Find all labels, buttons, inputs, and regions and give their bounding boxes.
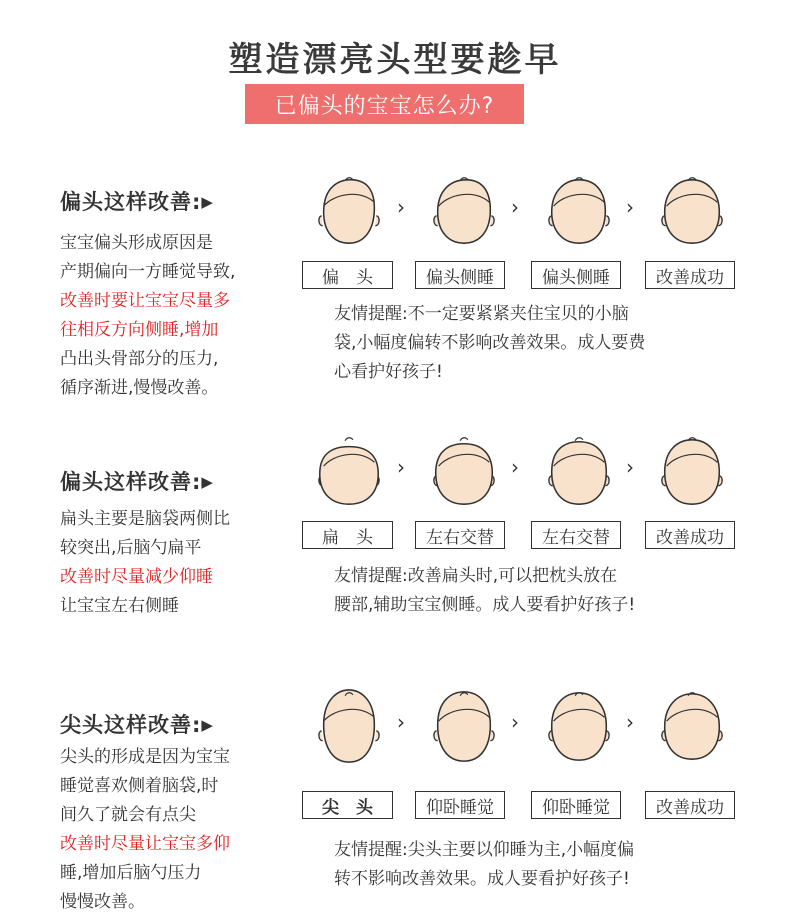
step-label: 改善成功 xyxy=(645,261,735,289)
step-label: 扁 头 xyxy=(302,521,393,549)
chevron-right-icon: › xyxy=(511,710,519,734)
description-line: 慢慢改善。 xyxy=(60,892,145,912)
subtitle-banner: 已偏头的宝宝怎么办? xyxy=(245,84,524,124)
highlight-text-line: 改善时尽量让宝宝多仰 xyxy=(60,834,230,854)
tip-line: 友情提醒:尖头主要以仰睡为主,小幅度偏 xyxy=(334,840,635,860)
tip-text xyxy=(334,836,634,894)
baby-head-icon xyxy=(540,173,618,251)
tip-text xyxy=(334,562,635,620)
step-label: 改善成功 xyxy=(645,521,735,549)
description-line: 尖头的形成是因为宝宝 xyxy=(60,747,230,767)
baby-head-icon xyxy=(310,688,388,766)
description-line: 产期偏向一方睡觉导致, xyxy=(60,262,236,282)
step-label: 左右交替 xyxy=(415,521,505,549)
highlight-text-line: 往相反方向侧睡,增加 xyxy=(60,320,219,340)
section-title-text: 尖头这样改善: xyxy=(60,713,202,737)
page-title: 塑造漂亮头型要趁早 xyxy=(228,40,562,80)
baby-head-icon xyxy=(310,433,388,511)
chevron-right-icon: › xyxy=(397,455,405,479)
play-arrow-icon: ▶ xyxy=(201,193,214,211)
play-arrow-icon: ▶ xyxy=(201,716,214,734)
tip-line: 袋,小幅度偏转不影响改善效果。成人要费 xyxy=(334,333,646,353)
chevron-right-icon: › xyxy=(397,195,405,219)
description-line: 睡,增加后脑勺压力 xyxy=(60,863,202,883)
section-description xyxy=(60,743,230,917)
description-line: 循序渐进,慢慢改善。 xyxy=(60,378,219,398)
section-title-text: 偏头这样改善: xyxy=(60,190,202,214)
baby-head-icon xyxy=(653,173,731,251)
tip-line: 友情提醒:改善扁头时,可以把枕头放在 xyxy=(334,566,618,586)
tip-line: 友情提醒:不一定要紧紧夹住宝贝的小脑 xyxy=(334,304,629,324)
tip-line: 心看护好孩子! xyxy=(334,362,443,382)
step-label: 左右交替 xyxy=(531,521,621,549)
section-description xyxy=(60,229,235,403)
chevron-right-icon: › xyxy=(626,455,634,479)
section-title xyxy=(60,709,214,739)
step-label: 仰卧睡觉 xyxy=(415,791,505,819)
description-line: 宝宝偏头形成原因是 xyxy=(60,233,213,253)
description-line: 较突出,后脑勺扁平 xyxy=(60,538,202,558)
chevron-right-icon: › xyxy=(511,455,519,479)
step-label: 偏头侧睡 xyxy=(531,261,621,289)
chevron-right-icon: › xyxy=(397,710,405,734)
tip-line: 转不影响改善效果。成人要看护好孩子! xyxy=(334,869,630,889)
description-line: 让宝宝左右侧睡 xyxy=(60,596,179,616)
step-label: 仰卧睡觉 xyxy=(531,791,621,819)
chevron-right-icon: › xyxy=(626,710,634,734)
tip-text xyxy=(334,300,645,387)
description-line: 间久了就会有点尖 xyxy=(60,805,196,825)
section-title xyxy=(60,466,214,496)
baby-head-icon xyxy=(425,173,503,251)
step-label: 偏 头 xyxy=(302,261,393,289)
tip-line: 腰部,辅助宝宝侧睡。成人要看护好孩子! xyxy=(334,595,636,615)
description-line: 睡觉喜欢侧着脑袋,时 xyxy=(60,776,219,796)
description-line: 凸出头骨部分的压力, xyxy=(60,349,219,369)
section-title-text: 偏头这样改善: xyxy=(60,470,202,494)
description-line: 扁头主要是脑袋两侧比 xyxy=(60,509,230,529)
baby-head-icon xyxy=(653,433,731,511)
step-label: 尖 头 xyxy=(302,791,393,819)
baby-head-icon xyxy=(540,688,618,766)
baby-head-icon xyxy=(425,433,503,511)
section-title xyxy=(60,186,214,216)
section-description xyxy=(60,505,230,621)
play-arrow-icon: ▶ xyxy=(201,473,214,491)
baby-head-icon xyxy=(540,433,618,511)
baby-head-icon xyxy=(653,688,731,766)
chevron-right-icon: › xyxy=(511,195,519,219)
chevron-right-icon: › xyxy=(626,195,634,219)
step-label: 改善成功 xyxy=(645,791,735,819)
highlight-text-line: 改善时要让宝宝尽量多 xyxy=(60,291,230,311)
highlight-text-line: 改善时尽量减少仰睡 xyxy=(60,567,213,587)
baby-head-icon xyxy=(425,688,503,766)
step-label: 偏头侧睡 xyxy=(415,261,505,289)
baby-head-icon xyxy=(310,173,388,251)
